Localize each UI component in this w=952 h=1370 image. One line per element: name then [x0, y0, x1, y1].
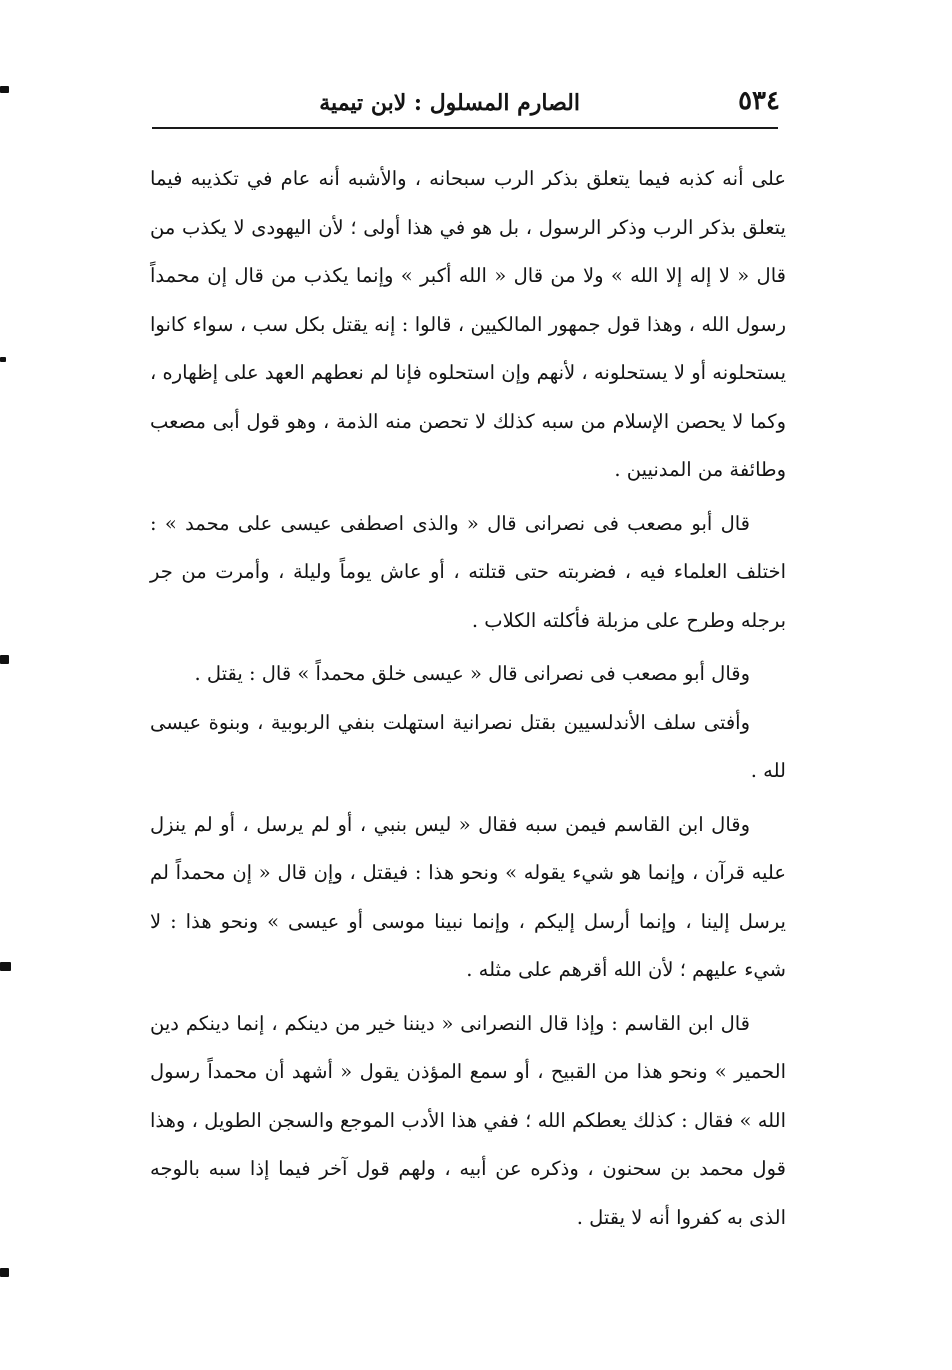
scan-edge-mark [0, 962, 11, 971]
paragraph: وقال ابن القاسم فيمن سبه فقال « ليس بنبي ، أو لم يرسل ، أو لم ينزل عليه قرآن ، وإنما هو شيء يقوله » ونحو هذا : فيقتل ، وإن قال « إن محمداً لم يرسل إلينا ، وإنما أرسل إليكم ، وإنما نبينا موسى أو عيسى » ونحو هذا : لا شيء عليهم ؛ لأن الله أقرهم على مثله . [150, 812, 786, 981]
running-title: الصارم المسلول : لابن تيمية [319, 90, 580, 116]
scan-edge-mark [0, 357, 6, 362]
scan-edge-mark [0, 655, 9, 664]
body-text [150, 155, 786, 1242]
paragraph: قال أبو مصعب فى نصرانى قال « والذى اصطفى عيسى على محمد » : اختلف العلماء فيه ، فضربته حتى قتلته ، أو عاش يوماً وليلة ، وأمرت من جر برجله وطرح على مزبلة فأكلته الكلاب . [150, 511, 786, 632]
paragraph: على أنه كذبه فيما يتعلق بذكر الرب سبحانه ، والأشبه أنه عام في تكذيبه فيما يتعلق بذكر الرب وذكر الرسول ، بل هو في هذا أولى ؛ لأن اليهودى لا يكذب من قال « لا إله إلا الله » ولا من قال « الله أكبر » وإنما يكذب من قال إن محمداً رسول الله ، وهذا قول جمهور المالكيين ، قالوا : إنه يقتل بكل سب ، سواء كانوا يستحلونه أو لا يستحلونه ، لأنهم وإن استحلوه فإنا لم نعطهم العهد على إظهاره ، وكما لا يحصن الإسلام من سبه كذلك لا تحصن منه الذمة ، وهو قول أبى مصعب وطائفة من المدنيين . [150, 167, 786, 481]
paragraph: قال ابن القاسم : وإذا قال النصرانى « ديننا خير من دينكم ، إنما دينكم دين الحمير » ونحو هذا من القبيح ، أو سمع المؤذن يقول « أشهد أن محمداً رسول الله » فقال : كذلك يعطكم الله ؛ ففي هذا الأدب الموجع والسجن الطويل ، وهذا قول محمد بن سحنون ، وذكره عن أبيه ، ولهم قول آخر فيما إذا سبه بالوجه الذى به كفروا أنه لا يقتل . [150, 1011, 786, 1229]
paragraph: وأفتى سلف الأندلسيين بقتل نصرانية استهلت بنفي الربوبية ، وبنوة عيسى لله . [150, 710, 786, 782]
paragraph: وقال أبو مصعب فى نصرانى قال « عيسى خلق محمداً » قال : يقتل . [194, 662, 750, 685]
scan-edge-mark [0, 1268, 9, 1277]
header-rule [152, 127, 778, 129]
page-header [319, 84, 780, 120]
page-number: ٥٣٤ [738, 86, 780, 116]
scan-edge-mark [0, 86, 9, 93]
